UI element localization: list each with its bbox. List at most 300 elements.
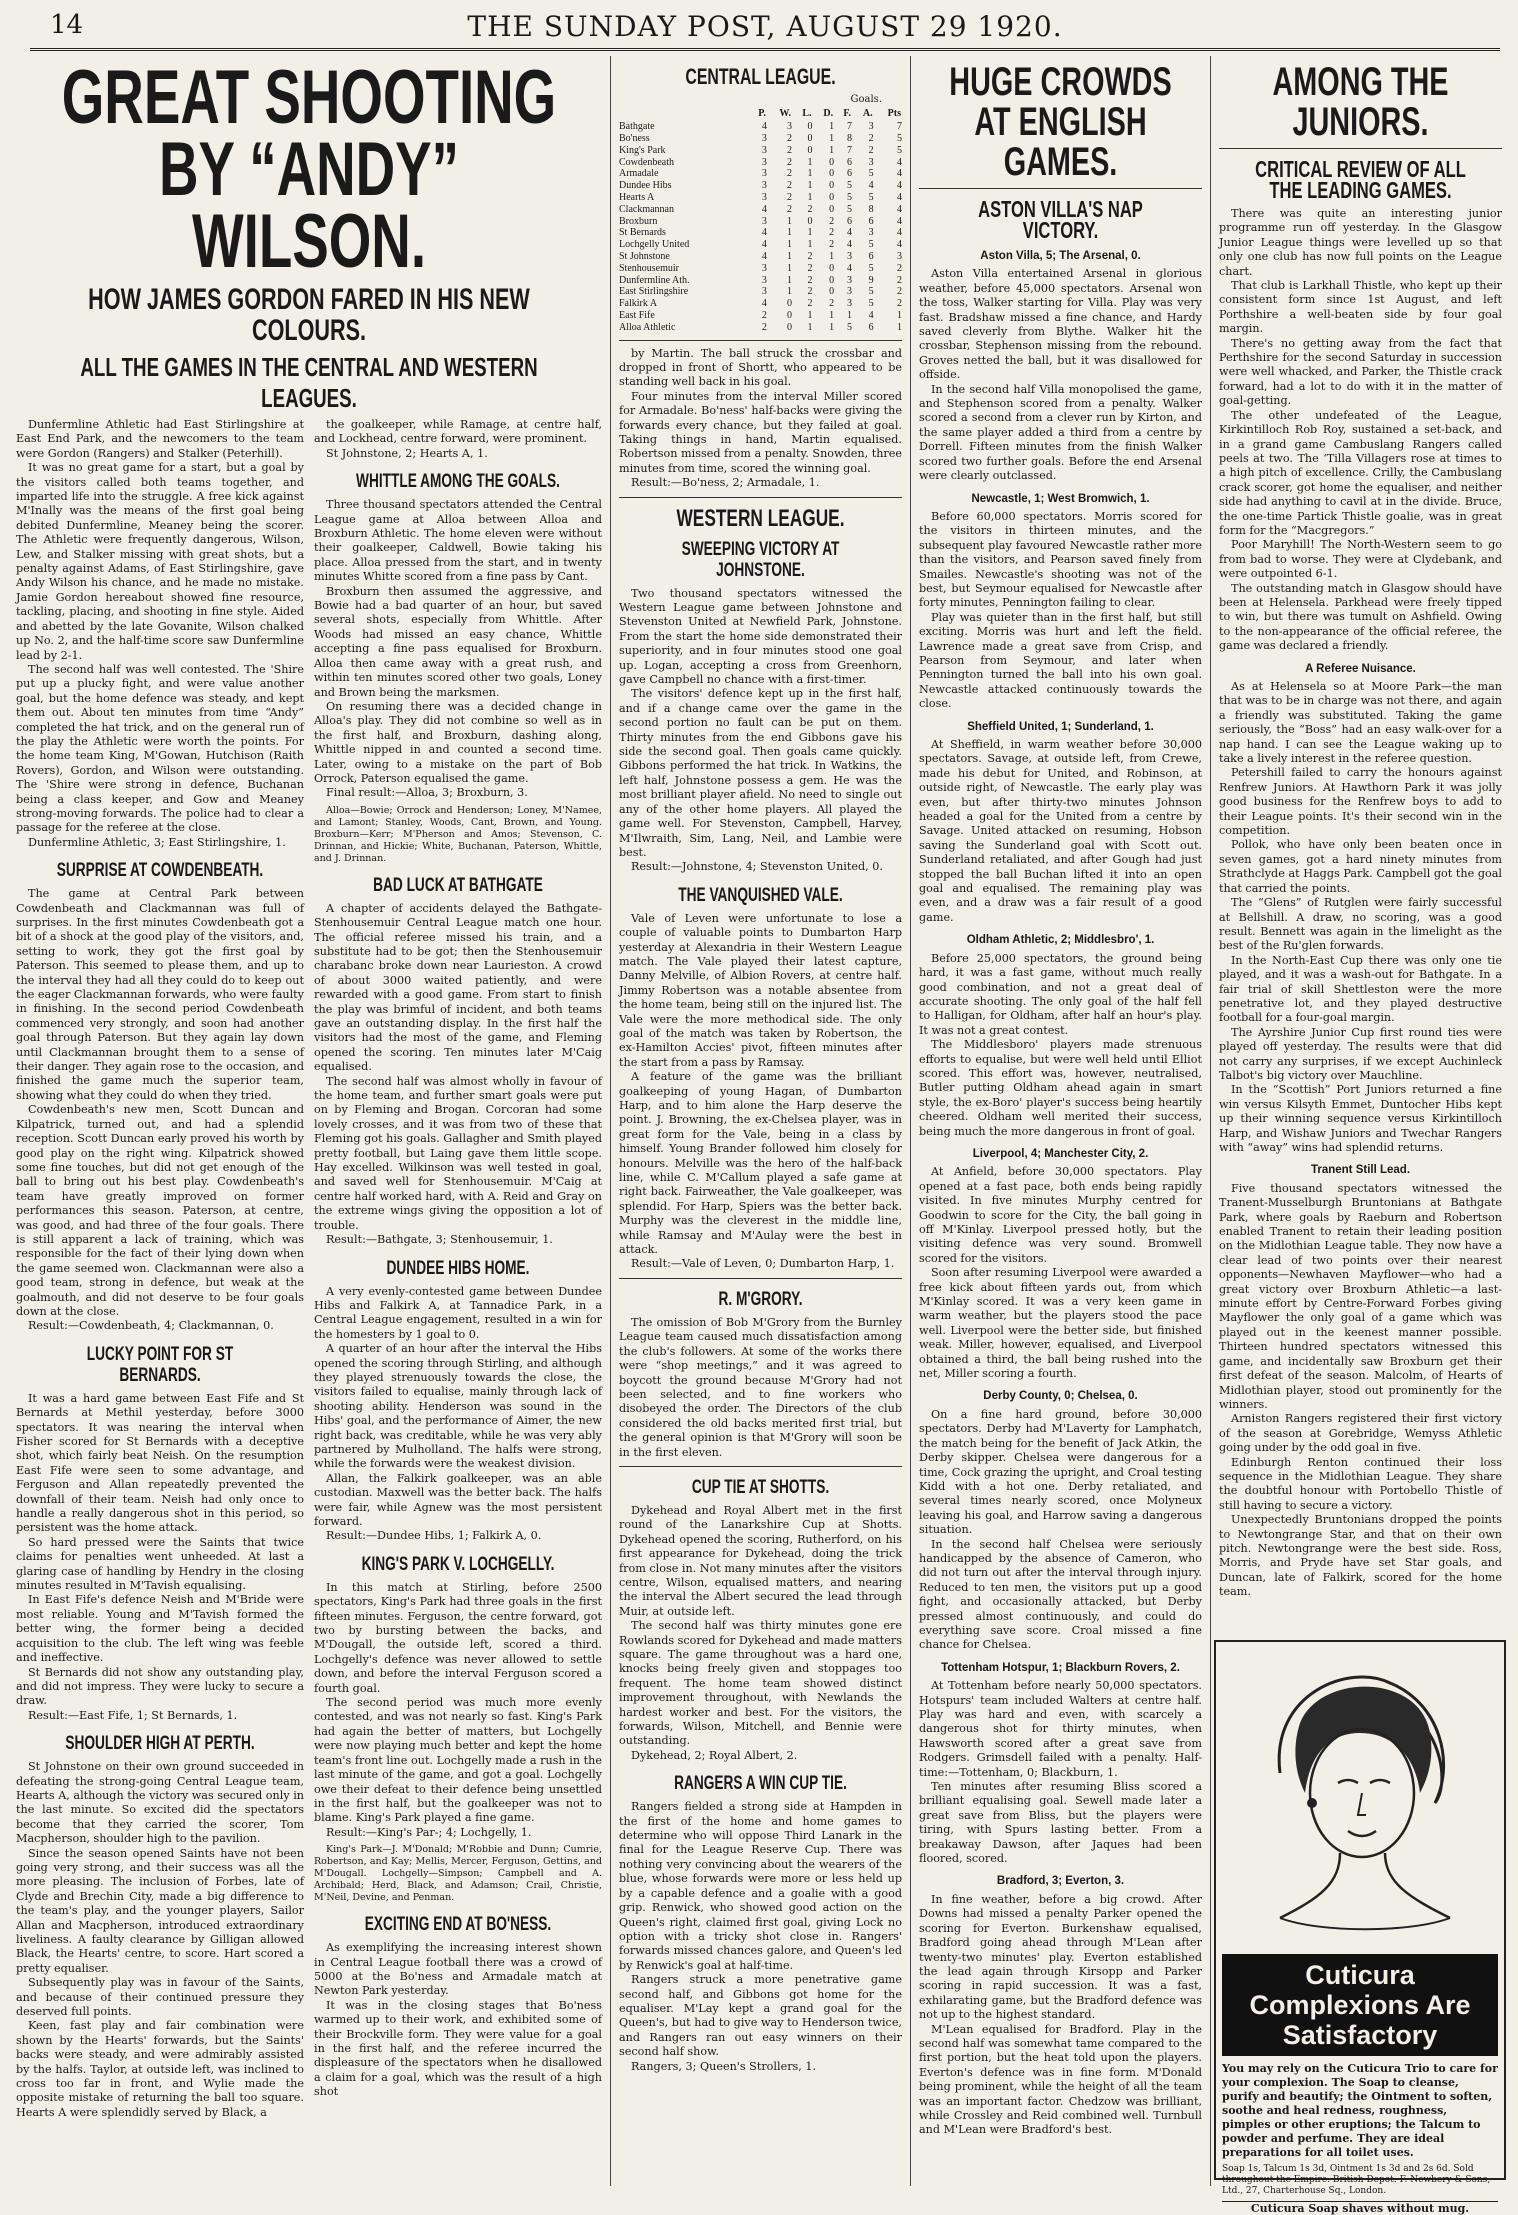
stat-cell: 3 (761, 262, 767, 274)
stat-cell: 4 (847, 239, 853, 251)
stat-cell: 2 (807, 262, 813, 274)
paragraph: Three thousand spectators attended the Central League game at Alloa between Alloa and Broxburn Athletic. The home eleven were without their goalkeeper, Caldwell, Bowie taking his place. Alloa pressed from the start, and in twenty minutes Whitte scored from a fine pass by Cant. (314, 498, 602, 584)
paragraph: A very evenly-contested game between Dundee Hibs and Falkirk A, at Tannadice Park, in a Central League engagement, resulted in a win for the homesters by 1 goal to 0. (314, 1284, 602, 1341)
stat-cell: 8 (868, 203, 874, 215)
stat-cell: 5 (847, 191, 853, 203)
stat-cell: 2 (807, 203, 813, 215)
stat-cell: 1 (786, 215, 792, 227)
stat-cell: 5 (847, 321, 853, 333)
stat-cell: 4 (761, 298, 767, 310)
stat-cell: 3 (847, 286, 853, 298)
league-table-title: CENTRAL LEAGUE. (685, 64, 836, 89)
stat-cell: 4 (897, 156, 902, 168)
stat-cell: 7 (897, 121, 902, 133)
paragraph: The Middlesboro' players made strenuous efforts to equalise, but were well held until Elliot scored. This effort was, however, neutralised, Butler putting Oldham ahead again in smart style, the ex-Boro' player's success being heartily cheered. Oldham well merited their success, being much the more dangerous in front of goal. (919, 1038, 1202, 1138)
paragraph: The second half was thirty minutes gone ere Rowlands scored for Dykehead and made matters square. The game throughout was a hard one, knocks being freely given and stoppages too frequent. The home team showed distinct improvement throughout, with Newlands the hardest worker and best. For the visitors, the forwards, Wilson, Mitchell, and Bennie were outstanding. (619, 1619, 902, 1748)
stat-cell: 5 (897, 133, 902, 144)
stat-cell: 3 (761, 144, 767, 156)
heading-referee: A Referee Nuisance. (1305, 662, 1416, 675)
match-heading: Aston Villa, 5; The Arsenal, 0. (980, 250, 1141, 262)
stat-cell: 4 (868, 309, 874, 321)
heading-bathgate: BAD LUCK AT BATHGATE (373, 874, 543, 896)
heading-perth: SHOULDER HIGH AT PERTH. (65, 1733, 255, 1755)
stat-cell: 4 (847, 227, 853, 239)
stat-cell: 1 (847, 309, 853, 321)
paragraph: Keen, fast play and fair combination were shown by the Hearts' forwards, but the Saints' backs were steady, and were admirably assisted by the halfs. Taylor, at outside left, was inclined to cross too far in front, and Wylie made the opposite mistake of returning the ball too square. Hearts A were splendidly served by Black, a (16, 2019, 304, 2119)
paragraph: St Johnstone on their own ground succeeded in defeating the strong-going Central League team, Hearts A, although the victory was secured only in the last minute. So excited did the spectators become that they carried the scorer, Tom Macpherson, shoulder high to the pavilion. (16, 1760, 304, 1846)
match-result: Result:—East Fife, 1; St Bernards, 1. (28, 1708, 238, 1722)
stat-cell: 0 (807, 215, 813, 227)
paragraph: Edinburgh Renton continued their loss sequence in the Midlothian League. They share the doubtful honour with Portobello Thistle of still having to secure a victory. (1219, 1455, 1502, 1512)
team-name-cell: Cowdenbeath (619, 156, 674, 168)
goals-label: Goals. (850, 94, 882, 105)
table-row (619, 121, 902, 133)
team-name-cell: King's Park (619, 144, 666, 156)
stat-cell: 4 (897, 227, 902, 239)
match-result: Final result:—Alloa, 3; Broxburn, 3. (326, 786, 528, 800)
stat-cell: 6 (847, 168, 853, 180)
stat-cell: 2 (786, 168, 792, 180)
stat-cell: 2 (786, 133, 792, 144)
paragraph: Arniston Rangers registered their first victory of the season at Gorebridge, Wemyss Athletic going under by the odd goal in five. (1219, 1412, 1502, 1455)
table-row (619, 310, 902, 322)
heading-dundee: DUNDEE HIBS HOME. (386, 1257, 530, 1279)
stat-cell: 1 (786, 227, 792, 239)
paragraph: The “Glens” of Rutglen were fairly successful at Bellshill. A draw, no scoring, was a good result. Bennett was again in the limelight as the best of the Ru'glen forwards. (1219, 896, 1502, 953)
table-row (619, 298, 902, 310)
stat-cell: 2 (807, 298, 813, 310)
team-name-cell: East Fife (619, 309, 655, 321)
stat-cell: 4 (847, 262, 853, 274)
table-row (619, 133, 902, 145)
stat-cell: 1 (897, 321, 902, 333)
paragraph: It was no great game for a start, but a goal by the visitors called both teams together, and imparted life into the struggle. A free kick against M'Inally was the means of the first goal being debited Dunfermline, Meaney being the scorer. The Athletic were frequently dangerous, Wilson, Lew, and Stalker missing with great shots, but a penalty against Adams, of East Stirlingshire, gave Andy Wilson his chance, and he made no mistake. Jamie Gordon hereabout showed fine resource, tackling, placing, and shooting in fine style. Aided and abetted by the late Govanite, Wilson chalked up No. 2, and the half-time score saw Dunfermline lead by 2-1. (16, 461, 304, 662)
stat-cell: 2 (786, 156, 792, 168)
stat-cell: 5 (868, 262, 874, 274)
stat-cell: 6 (868, 321, 874, 333)
stat-cell: 7 (847, 121, 853, 133)
stat-cell: 6 (868, 215, 874, 227)
stat-cell: 3 (761, 156, 767, 168)
stat-cell: 5 (897, 144, 902, 156)
table-row (619, 157, 902, 169)
stat-cell: 5 (847, 203, 853, 215)
paragraph: Subsequently play was in favour of the Saints, and because of their continued pressure they deserved full points. (16, 1976, 304, 2019)
team-name-cell: East Stirlingshire (619, 286, 689, 298)
stat-cell: 0 (786, 309, 792, 321)
match-heading: Derby County, 0; Chelsea, 0. (983, 1390, 1138, 1403)
stat-cell: 4 (761, 250, 767, 262)
table-row (619, 322, 902, 334)
paragraph: On a fine hard ground, before 30,000 spectators. Derby had M'Laverty for Lamphatch, the match being for the benefit of Jack Atkin, the Derby skipper. Chelsea were dangerous for a time, Cock grazing the upright, and Croal testing Kidd with a hot one. Derby retaliated, and several times nearly scored, once Molyneux leaving his goal, and Harrow saving a dangerous situation. (919, 1407, 1202, 1537)
team-name-cell: St Bernards (619, 227, 666, 239)
match-heading: Tottenham Hotspur, 1; Blackburn Rovers, 2. (941, 1661, 1180, 1674)
stat-cell: 1 (897, 309, 902, 321)
stat-cell: 4 (897, 215, 902, 227)
paragraph: The second period was much more evenly contested, and was not nearly so fast. King's Park had again the better of matters, but Lochgelly were now playing much better and kept the home team's front line out. Lochgelly made a rush in the last minute of the game, and got a goal. Lochgelly owe their defeat to their defence being unsettled in the first half, but the goalkeeper was not to blame. King's Park played a fine game. (314, 1696, 602, 1825)
stat-cell: 4 (868, 180, 874, 192)
table-row (619, 192, 902, 204)
stat-cell: 3 (847, 298, 853, 310)
stat-cell: 7 (847, 144, 853, 156)
table-row (619, 227, 902, 239)
stat-cell: 4 (761, 121, 767, 133)
team-name-cell: Stenhousemuir (619, 262, 679, 274)
stat-cell: 1 (807, 321, 813, 333)
stat-cell: 3 (786, 121, 792, 133)
paragraph: Dykehead and Royal Albert met in the first round of the Lanarkshire Cup at Shotts. Dykehead opened the scoring, Rutherford, on his first appearance for Dykehead, doing the trick from close in. Not many minutes after the visitors centre, Wilson, equalised matters, and nearing the interval the Albert secured the lead through Muir, at outside left. (619, 1503, 902, 1618)
paragraph: Allan, the Falkirk goalkeeper, was an able custodian. Maxwell was the better back. The halfs were fair, while Agnew was the most persistent forward. (314, 1471, 602, 1528)
paragraph: Unexpectedly Bruntonians dropped the points to Newtongrange Star, and that on their own pitch. Newtongrange were the best side. Ross, Morris, and Pryde have set Star goals, and Duncan, late of Falkirk, scored for the home team. (1219, 1513, 1502, 1599)
stat-cell: 1 (829, 250, 835, 262)
heading-shotts: CUP TIE AT SHOTTS. (691, 1476, 830, 1498)
stat-cell: 4 (897, 168, 902, 180)
stat-cell: 2 (807, 286, 813, 298)
stat-cell: 5 (868, 239, 874, 251)
page-number: 14 (50, 10, 84, 40)
match-result: Result:—Bo'ness, 2; Armadale, 1. (631, 476, 820, 490)
match-result: Result:—Bathgate, 3; Stenhousemuir, 1. (326, 1233, 553, 1247)
paragraph: Rangers struck a more penetrative game second half, and Gibbons got home for the equaliser. M'Lay kept a grand goal for the Queen's, but had to give way to Henderson twice, and Rangers ran out easy winners on their second half show. (619, 1973, 902, 2059)
stat-cell: 3 (868, 121, 874, 133)
heading-boness: EXCITING END AT BO'NESS. (364, 1914, 552, 1936)
stat-cell: 0 (829, 286, 835, 298)
main-subhead: HOW JAMES GORDON FARED IN HIS NEW COLOURS. (88, 283, 530, 347)
portrait-icon (1240, 1653, 1480, 1943)
stat-cell: 8 (847, 133, 853, 144)
match-result: Dunfermline Athletic, 3; East Stirlingshire, 1. (28, 835, 286, 849)
paragraph: It was a hard game between East Fife and St Bernards at Methil yesterday, before 3000 spectators. It was nearing the interval when Fisher scored for St Bernards with a deceptive shot, which fairly beat Neish. On the resumption East Fife were seen to some advantage, and Ferguson and Allan repeatedly prevented the downfall of their team. Neish had only once to handle a really dangerous shot in this period, so persistent was the home attack. (16, 1391, 304, 1535)
stat-cell: 3 (847, 274, 853, 286)
paragraph: A feature of the game was the brilliant goalkeeping of young Hagan, of Dumbarton Harp, and to him alone the Harp deserve the point. J. Browning, the ex-Chelsea player, was in great form for the Vale, being in a class by himself. Young Brander followed him closely for honours. Melville was the hero of the half-back line, while C. M'Callum played a safe game at right back. Fairweather, the Vale goalkeeper, was splendid. For Harp, Spiers was the better back. Murphy was the cleverest in the middle line, while Ramsay and M'Aulay were the best in attack. (619, 1070, 902, 1257)
table-header-cell (619, 107, 749, 121)
table-row (619, 263, 902, 275)
stat-cell: 6 (847, 215, 853, 227)
paragraph: Since the season opened Saints have not been going very strong, and their success was all the more pleasing. The inclusion of Forbes, late of Clyde and Brechin City, made a big difference to the team's play, and the younger players, Sailor Allan and Macpherson, introduced extraordinary liveliness. A faulty clearance by Gilligan allowed Black, the Hearts' centre, to score. Hart scored a pretty equaliser. (16, 1846, 304, 1975)
stat-cell: 1 (786, 239, 792, 251)
table-row (619, 145, 902, 157)
match-result: St Johnstone, 2; Hearts A, 1. (326, 446, 488, 460)
heading-vale: THE VANQUISHED VALE. (678, 884, 843, 906)
paragraph: That club is Larkhall Thistle, who kept up their consistent form since 1st August, and left Porthshire a well-beaten side by four goal margin. (1219, 279, 1502, 336)
stat-cell: 1 (807, 309, 813, 321)
english-headline: HUGE CROWDS AT ENGLISH GAMES. (949, 60, 1172, 184)
paragraph: A chapter of accidents delayed the Bathgate-Stenhousemuir Central League match one hour. The official referee missed his train, and a substitute had to be got; then the Stenhousemuir charabanc broke down near Laurieston. A crowd of about 3000 waited patiently, and were rewarded with a good game. From start to finish the play was brimful of incident, and both teams gave an outstanding display. In the first half the visitors had the most of the game, and Fleming opened the scoring. Ten minutes later M'Caig equalised. (314, 901, 602, 1074)
article-columns (16, 418, 602, 2120)
paragraph: Petershill failed to carry the honours against Renfrew Juniors. At Hawthorn Park it was jolly good business for the Renfrew boys to add to their League points. It's their second win in the competition. (1219, 766, 1502, 838)
stat-cell: 1 (829, 321, 835, 333)
stat-cell: 1 (829, 133, 835, 144)
stat-cell: 1 (807, 168, 813, 180)
league-table (619, 107, 902, 333)
stat-cell: 2 (897, 262, 902, 274)
paragraph: Play was quieter than in the first half, but still exciting. Morris was hurt and left the field. Lawrence made a great save from Crisp, and Pearson from Seymour, and later when Pennington turned the ball into his own goal. Newcastle attacked continuously towards the close. (919, 610, 1202, 711)
stat-cell: 0 (829, 180, 835, 192)
heading-kings-park: KING'S PARK V. LOCHGELLY. (361, 1553, 555, 1575)
league-table-header (619, 107, 902, 121)
match-result: Rangers, 3; Queen's Strollers, 1. (631, 2059, 817, 2073)
match-result: Result:—Johnstone, 4; Stevenston United, 0. (631, 860, 883, 874)
paragraph: the goalkeeper, while Ramage, at centre half, and Lockhead, centre forward, were prominent. (314, 418, 602, 446)
team-name-cell: Hearts A (619, 191, 655, 203)
match-heading: Oldham Athletic, 2; Middlesbro', 1. (966, 934, 1155, 947)
stat-cell: 5 (868, 286, 874, 298)
stat-cell: 2 (807, 250, 813, 262)
stat-cell: 0 (829, 203, 835, 215)
paragraph: A quarter of an hour after the interval the Hibs opened the scoring through Stirling, and although they played strenuously towards the close, the visitors failed to equalise, mainly through lack of shooting ability. Henderson was sound in the Hibs' goal, and the performance of Aimer, the new right back, was creditable, while he was very ably partnered by Mulholland. The halfs were strong, while the forwards were the weakest division. (314, 1342, 602, 1471)
paragraph: Two thousand spectators witnessed the Western League game between Johnstone and Stevenston United at Newfield Park, Johnstone. From the start the home side demonstrated their superiority, and in four minutes stood one goal up. Logan, accepting a cross from Greenhorn, gave Campbell no chance with a first-timer. (619, 586, 902, 687)
paragraph: At Sheffield, in warm weather before 30,000 spectators. Savage, at outside left, from Crewe, made his debut for United, and Robinson, at outside right, of Newcastle. The early play was even, but after thirty-two minutes Johnson headed a goal for the United from a centre by Savage. United attacked on resuming, Hobson saving the Sunderland goal with Scott out. Sunderland retaliated, and after Gough had just stopped the ball Buchan lifted it into an open goal and equalised. The remaining play was even, and a draw was a fair result of a good game. (919, 738, 1202, 924)
table-header-cell: W. (779, 108, 791, 120)
table-header-cell: P. (758, 108, 766, 120)
match-heading: Bradford, 3; Everton, 3. (996, 1875, 1125, 1888)
stat-cell: 2 (829, 227, 835, 239)
match-result: Result:—Cowdenbeath, 4; Clackmannan, 0. (28, 1319, 274, 1333)
table-row (619, 275, 902, 287)
paragraph: The second half was almost wholly in favour of the home team, and further smart goals were put on by Fleming and Brogan. Corcoran had some lovely crosses, and it was from two of these that Fleming got his goals. Gallagher and Smith played pretty football, but Laing gave them little scope. Hay excelled. Wilkinson was well tested in goal, and saved well for Stenhousemuir. M'Caig at centre half worked hard, with A. Reid and Gray on the extreme wings giving the opposition a lot of trouble. (314, 1074, 602, 1232)
table-row (619, 180, 902, 192)
paragraph: Aston Villa entertained Arsenal in glorious weather, before 45,000 spectators. Arsenal won the toss, Walker starting for Villa. Play was very fast. Bradshaw missed a fine chance, and Hardy saved cleverly from Blythe. Walker hit the crossbar, Stephenson missing from the rebound. Groves netted the ball, but it was disallowed for offside. (919, 267, 1202, 382)
stat-cell: 3 (847, 250, 853, 262)
paragraph: As at Helensela so at Moore Park—the man that was to be in charge was not there, and again a friendly was substituted. Taking the game seriously, the “Boss” had an easy walk-over for a nap hand. I can see the League waking up to take a lively interest in the referee question. (1219, 680, 1502, 766)
paragraph: Pollok, who have only been beaten once in seven games, got a hard ninety minutes from Strathclyde at Haggs Park. Campbell got the goal that carried the points. (1219, 838, 1502, 895)
table-header-cell: Pts (887, 108, 901, 120)
league-table-body (619, 121, 902, 333)
paragraph: In East Fife's defence Neish and M'Bride were most reliable. Young and M'Tavish formed the better wing, the former being a decided acquisition to the club. The left wing was feeble and ineffective. (16, 1593, 304, 1665)
stat-cell: 2 (868, 144, 874, 156)
paragraph: The omission of Bob M'Grory from the Burnley League team caused much dissatisfaction among the club's followers. At some of the works there were “shop meetings,” and it was agreed to boycott the ground because M'Grory had not been selected, and to fine workers who disobeyed the order. The Directors of the club considered the old backs merited first trial, but the general opinion is that M'Grory will soon be in the first eleven. (619, 1315, 902, 1459)
stat-cell: 1 (829, 309, 835, 321)
team-name-cell: Broxburn (619, 215, 658, 227)
stat-cell: 4 (761, 203, 767, 215)
stat-cell: 3 (761, 180, 767, 192)
paragraph: The visitors' defence kept up in the first half, and if a change came over the game in the second portion no fault can be put on them. Thirty minutes from the end Gibbons gave his side the second goal. Then goals came quickly. Gibbons performed the hat trick. In Watkins, the left half, Johnstone possess a gem. He was the most brilliant player afield. No need to single out any of the other home players. All played the game well. For Stevenston, Campbell, Harvey, M'Ilwraith, Sim, Lang, Neil, and Lambie were best. (619, 687, 902, 859)
stat-cell: 1 (807, 191, 813, 203)
heading-johnstone: SWEEPING VICTORY AT JOHNSTONE. (681, 538, 840, 581)
heading-mcgrory: R. M'GRORY. (718, 1288, 803, 1310)
stat-cell: 4 (897, 239, 902, 251)
stat-cell: 0 (829, 191, 835, 203)
paragraph: In the North-East Cup there was only one tie played, and it was a wash-out for Bathgate. In a fair trial of skill Shettleston were the more penetrative lot, and they played destructive football for a four-goal margin. (1219, 953, 1502, 1025)
table-header-cell: A. (862, 108, 873, 120)
paragraph: Ten minutes after resuming Bliss scored a brilliant equalising goal. Sewell made later a great save from Bliss, but the players were tiring, with Spurs lasting better. From a breakaway Dawson, after Jaques had been floored, scored. (919, 1780, 1202, 1866)
stat-cell: 4 (761, 227, 767, 239)
stat-cell: 3 (868, 227, 874, 239)
paragraph: Rangers fielded a strong side at Hampden in the first of the home and home games to determine who will oppose Third Lanark in the final for the League Reserve Cup. There was nothing very convincing about the wearers of the blue, whose forwards were more or less held up by a capable defence and a goalie with a good grip. Renwick, who showed good action on the Queen's right, claimed first goal, giving Lock no option with a tricky shot close in. Rangers' forwards missed chances galore, and Queen's led by Renwick's goal at half-time. (619, 1800, 902, 1972)
paragraph: Broxburn then assumed the aggressive, and Bowie had a bad quarter of an hour, but saved several shots, especially from Whittle. After Woods had missed an easy chance, Whittle accepting a fine pass equalised for Broxburn. Alloa then came away with a great rush, and within ten minutes scored other two goals, Loney and Brown being the marksmen. (314, 584, 602, 699)
team-name-cell: Bathgate (619, 121, 655, 133)
stat-cell: 2 (761, 309, 767, 321)
stat-cell: 2 (829, 215, 835, 227)
paragraph: In the second half Villa monopolised the game, and Stephenson scored from a penalty. Walker scored a second from a clever run by Kirton, and the same player added a third from a centre by Dorrell. Fifteen minutes from the finish Walker scored two further goals. Before the end Arsenal were clearly outclassed. (919, 382, 1202, 483)
advert-footer: Cuticura Soap shaves without mug. (1222, 2201, 1498, 2215)
paragraph: M'Lean equalised for Bradford. Play in the second half was somewhat tame compared to the first portion, but the heat told upon the players. Everton's defence was in fine form. M'Donald being prominent, while the height of all the team was an important factor. Chedzow was brilliant, while Crossley and Reid combined well. Turnbull and M'Lean were Bradford's best. (919, 2022, 1202, 2137)
match-heading: Liverpool, 4; Manchester City, 2. (972, 1147, 1149, 1160)
stat-cell: 1 (807, 239, 813, 251)
paragraph: The second half was well contested. The 'Shire put up a plucky fight, and were value another goal, but the home defence was steady, and kept them out. About ten minutes from time “Andy” completed the hat trick, and on the general run of the play the Athletic were worth the points. For the home team King, M'Gowan, Hutchison (Raith Rovers), Gordon, and Wilson were outstanding. The 'Shire were strong in defence, Buchanan being a class keeper, and Gow and Meaney strong-moving forwards. The police had to clear a passage for the referee at the close. (16, 662, 304, 835)
paragraph: At Anfield, before 30,000 spectators. Play opened at a fast pace, both ends being rapidly visited. In five minutes Murphy centred for Goodwin to score for the City, the ball going in off M'Kinlay. Liverpool pressed hotly, but the visiting defence was very sound. Bromwell scored for the visitors. (919, 1165, 1202, 1265)
paragraph: Dunfermline Athletic had East Stirlingshire at East End Park, and the newcomers to the team were Gordon (Rangers) and Stalker (Peterhill). (16, 418, 304, 460)
stat-cell: 4 (761, 239, 767, 251)
stat-cell: 3 (761, 133, 767, 144)
stat-cell: 0 (786, 298, 792, 310)
stat-cell: 2 (868, 133, 874, 144)
section-headline: ALL THE GAMES IN THE CENTRAL AND WESTERN LEAGUES. (80, 352, 538, 413)
stat-cell: 1 (829, 144, 835, 156)
match-heading: Newcastle, 1; West Bromwich, 1. (971, 492, 1150, 505)
table-row (619, 168, 902, 180)
team-name-cell: Clackmannan (619, 203, 674, 215)
stat-cell: 1 (786, 262, 792, 274)
article-col-right (314, 418, 602, 2120)
team-name-cell: St Johnstone (619, 250, 670, 262)
stat-cell: 0 (807, 144, 813, 156)
stat-cell: 9 (868, 274, 874, 286)
stat-cell: 1 (786, 286, 792, 298)
team-name-cell: Dunfermline Ath. (619, 274, 690, 286)
paragraph: The other undefeated of the League, Kirkintilloch Rob Roy, sustained a set-back, and in a grand game Cambuslang Rangers called peels at two. The ‘Tilla Villagers rose at times to a high pitch of excellence. Crilly, the Cambuslang crack scorer, got home the equaliser, and neither side had anything to cavil at in the divide. Bruce, the one-time Partick Thistle goalie, was in great form for the “Macgregors.” (1219, 408, 1502, 537)
paragraph: Four minutes from the interval Miller scored for Armadale. Bo'ness' half-backs were giving the forwards every chance, but they failed at goal. Taking things in hand, Martin equalised. Robertson missed from a penalty. Snowden, three minutes from time, scored the winning goal. (619, 389, 902, 475)
table-header-cell: D. (823, 108, 834, 120)
column-2 (610, 56, 910, 2186)
table-header-cell: L. (802, 108, 812, 120)
paragraph: In the “Scottish” Port Juniors returned a fine win versus Kilsyth Emmet, Duntocher Hibs kept up their winning sequence versus Kirkintilloch Harp, and Wishaw Juniors and Twechar Rangers with “away” wins had splendid returns. (1219, 1083, 1502, 1154)
stat-cell: 5 (847, 180, 853, 192)
stat-cell: 0 (807, 121, 813, 133)
table-row (619, 251, 902, 263)
stat-cell: 1 (807, 227, 813, 239)
stat-cell: 2 (786, 180, 792, 192)
stat-cell: 2 (897, 274, 902, 286)
stat-cell: 2 (829, 298, 835, 310)
team-name-cell: Lochgelly United (619, 239, 690, 251)
masthead (30, 8, 1500, 51)
match-result: Dykehead, 2; Royal Albert, 2. (631, 1748, 798, 1762)
paragraph: In the second half Chelsea were seriously handicapped by the absence of Cameron, who did not turn out after the interval through injury. Reduced to ten men, the visitors put up a good fight, and occasionally attacked, but Derby pressed almost continuously, and could do everything save score. Croal missed a fine chance for Chelsea. (919, 1537, 1202, 1652)
match-result: Result:—Vale of Leven, 0; Dumbarton Harp, 1. (631, 1257, 895, 1271)
team-name-cell: Falkirk A (619, 298, 658, 310)
paragraph: In fine weather, before a big crowd. After Downs had missed a penalty Parker opened the scoring for Everton. Burkenshaw equalised, Bradford going ahead through M'Lean after twenty-two minutes' play. Everton established the lead again through Kirsopp and Parker scoring in rapid succession. It was a fast, exhilarating game, but the Bradford defence was not up to the highest standard. (919, 1892, 1202, 2022)
paragraph: Poor Maryhill! The North-Western seem to go from bad to worse. They were at Clydebank, and were outpointed 6-1. (1219, 538, 1502, 581)
paragraph: In this match at Stirling, before 2500 spectators, King's Park had three goals in the first fifteen minutes. Ferguson, the centre forward, got two by bursting between the backs, and M'Dougall, the outside left, scored a third. Lochgelly's defence was never allowed to settle down, and before the interval Ferguson scored a fourth goal. (314, 1580, 602, 1695)
paragraph: There was quite an interesting junior programme run off yesterday. In the Glasgow Junior League things were levelled up so that only one club has now full points on the League chart. (1219, 207, 1502, 278)
paragraph: Five thousand spectators witnessed the Tranent-Musselburgh Bruntonians at Bathgate Park, where goals by Raeburn and Robertson enabled Tranent to retain their leading position on the Midlothian League table. They now have a clear lead of two points over their nearest opponents—Newhaven Mayflower—who had a great victory over Broxburn Athletic—a last-minute effort by Centre-Forward Forbes giving Mayflower the only goal of a game which was played out in the keenest manner possible. Thirteen hundred spectators witnessed this game, and incidentally saw Broxburn get their first defeat of the season. Malcolm, of Hearts of Midlothian player, stood out prominently for the winners. (1219, 1181, 1502, 1411)
paragraph: Cowdenbeath's new men, Scott Duncan and Kilpatrick, turned out, and had a splendid reception. Scott Duncan early proved his worth by good play on the right wing. Kilpatrick showed some fine touches, but did not get enough of the ball to bring out his best play. Cowdenbeath's team have greatly improved on former performances this season. Paterson, at centre, was good, and had three of the four goals. There is still apparent a lack of training, which was responsible for the fact of their lying down when the game seemed won. Clackmannan were also a good team, strong in defence, but weak at the goalmouth, and did not deserve to be four goals down at the close. (16, 1103, 304, 1318)
stat-cell: 2 (807, 274, 813, 286)
stat-cell: 2 (786, 144, 792, 156)
heading-rangers: RANGERS A WIN CUP TIE. (674, 1773, 847, 1795)
cuticura-advert (1214, 1640, 1506, 2215)
paragraph: Before 60,000 spectators. Morris scored for the visitors in thirteen minutes, and the subsequent play favoured Newcastle rather more than the visitors, and Pearson saved finely from Smailes. Newcastle's shooting was not of the best, but Seymour equalised for Newcastle after forty minutes, Pennington failing to clear. (919, 509, 1202, 610)
table-row (619, 239, 902, 251)
english-subhead: ASTON VILLA'S NAP VICTORY. (978, 196, 1143, 243)
stat-cell: 3 (761, 286, 767, 298)
paragraph: Soon after resuming Liverpool were awarded a free kick about fifteen yards out, from which M'Kinlay scored. It was a very keen game in warm weather, but the players stood the pace well. Liverpool were the better side, but finished weak. Miller, however, equalised, and Liverpool obtained a third, the ball being rushed into the net, Miller scoring a fourth. (919, 1266, 1202, 1381)
heading-whittle: WHITTLE AMONG THE GOALS. (356, 471, 560, 493)
stat-cell: 3 (868, 156, 874, 168)
heading-western-league: WESTERN LEAGUE. (676, 504, 845, 532)
stat-cell: 2 (897, 286, 902, 298)
advert-title: Cuticura Complexions Are Satisfactory (1222, 1954, 1498, 2056)
stat-cell: 2 (786, 203, 792, 215)
paragraph: Vale of Leven were unfortunate to lose a couple of valuable points to Dumbarton Harp yesterday at Alexandria in their Western League match. The Vale played their latest capture, Danny Melville, of Albion Rovers, at centre half. Jimmy Robertson was a notable absentee from the home team, being still on the injured list. The Vale were the more methodical side. The only goal of the match was taken by Robertson, the ex-Hamilton Accies' pivot, fifteen minutes after the start from a pass by Ramsay. (619, 911, 902, 1069)
english-matches (919, 249, 1202, 2138)
paragraph: So hard pressed were the Saints that twice claims for penalties went unheeded. At last a glaring case of handling by Hendry in the closing minutes resulted in M'Tavish equalising. (16, 1535, 304, 1593)
advert-body: You may rely on the Cuticura Trio to care for your complexion. The Soap to cleanse, purify and beautify; the Ointment to soften, soothe and heal redness, roughness, pimples or other eruptions; the Talcum to powder and perfume. They are ideal preparations for all toilet uses. (1222, 2062, 1498, 2159)
stat-cell: 2 (786, 191, 792, 203)
paragraph: It was in the closing stages that Bo'ness warmed up to their work, and exhibited some of their Brockville form. They were value for a goal in the first half, and the referee incurred the displeasure of the spectators when he disallowed a claim for a goal, which was the result of a high shot (314, 1998, 602, 2099)
juniors-subhead: CRITICAL REVIEW OF ALL THE LEADING GAMES. (1255, 156, 1466, 203)
stat-cell: 1 (829, 121, 835, 133)
heading-st-bernards: LUCKY POINT FOR ST BERNARDS. (86, 1343, 234, 1386)
stat-cell: 4 (897, 203, 902, 215)
stat-cell: 1 (786, 274, 792, 286)
stat-cell: 5 (868, 168, 874, 180)
paragraph: The Ayrshire Junior Cup first round ties were played off yesterday. The results were that did not carry any surprises, if we except Auchinleck Talbot's big victory over Mauchline. (1219, 1025, 1502, 1082)
stat-cell: 3 (897, 250, 902, 262)
table-row (619, 286, 902, 298)
team-lineups: Alloa—Bowie; Orrock and Henderson; Loney, M'Namee, and Lamont; Stanley, Woods, Cant, Brown, and Young. Broxburn—Kerr; M'Pherson and Amos; Stevenson, C. Drinnan, and Hickie; White, Buchanan, Paterson, Whittle, and J. Drinnan. (314, 804, 602, 864)
stat-cell: 6 (868, 250, 874, 262)
table-row (619, 216, 902, 228)
paragraph: The game at Central Park between Cowdenbeath and Clackmannan was full of surprises. In the first minutes Cowdenbeath got a bit of a shock at the good play of the visitors, and, setting to work, they got the first goal by Paterson. This seemed to please them, and up to the interval they had all they could do to keep out the eager Clackmannan forwards, who were faulty in finishing. In the second period Cowdenbeath commenced very strongly, and soon had another goal through Paterson. But they again lay down until Clackmannan brought them to a sense of their danger. They again rose to the occasion, and finished the game much the superior team, showing what they could do when they tried. (16, 887, 304, 1102)
stat-cell: 0 (807, 133, 813, 144)
match-heading: Sheffield United, 1; Sunderland, 1. (967, 720, 1154, 733)
advert-prices: Soap 1s, Talcum 1s 3d, Ointment 1s 3d and 2s 6d. Sold throughout the Empire. British Depot: F. Newbery & Sons, Ltd., 27, Charterhouse Sq., London. (1222, 2164, 1491, 2196)
match-result: Result:—King's Par-; 4; Lochgelly, 1. (326, 1825, 532, 1839)
paragraph: There's no getting away from the fact that Perthshire for the second Saturday in succession were well whacked, and Parker, the Thistle crack forward, had a lot to do with it in the matter of goal-getting. (1219, 336, 1502, 408)
article-col-left (16, 418, 304, 2120)
stat-cell: 6 (847, 156, 853, 168)
stat-cell: 3 (761, 215, 767, 227)
stat-cell: 1 (786, 250, 792, 262)
stat-cell: 4 (897, 180, 902, 192)
team-lineups: King's Park—J. M'Donald; M'Robbie and Dunn; Cumrie, Robertson, and Kay; Mellis, Mercer, Ferguson, Gettins, and M'Dougall. Lochgelly—Simpson; Campbell and A. Archibald; Herd, Black, and Adamson; Crail, Christie, M'Neil, Devine, and Penman. (314, 1844, 602, 1904)
heading-cowdenbeath: SURPRISE AT COWDENBEATH. (56, 860, 264, 882)
paragraph: St Bernards did not show any outstanding play, and did not impress. They were lucky to secure a draw. (16, 1665, 304, 1708)
stat-cell: 3 (761, 274, 767, 286)
column-1 (8, 56, 610, 2186)
paragraph: At Tottenham before nearly 50,000 spectators. Hotspurs' team included Walters at centre half. Play was hard and even, with scarcely a dangerous shot for thirty minutes, when Hawsworth scored after a great save from Rodgers. Grimsdell failed with a penalty. Half-time:—Tottenham, 0; Blackburn, 1. (919, 1679, 1202, 1779)
stat-cell: 0 (786, 321, 792, 333)
stat-cell: 2 (897, 298, 902, 310)
paragraph: On resuming there was a decided change in Alloa's play. They did not combine so well as in the first half, and Broxburn, dashing along, Whittle nipped in and counted a second time. Later, owing to a mistake on the part of Bob Orrock, Paterson equalised the game. (314, 699, 602, 785)
stat-cell: 3 (761, 168, 767, 180)
stat-cell: 2 (761, 321, 767, 333)
stat-cell: 4 (897, 191, 902, 203)
paragraph: by Martin. The ball struck the crossbar and dropped in front of Shortt, who appeared to be standing well back in his goal. (619, 346, 902, 389)
stat-cell: 1 (807, 180, 813, 192)
paragraph: As exemplifying the increasing interest shown in Central League football there was a crowd of 5000 at the Bo'ness and Armadale match at Newton Park yesterday. (314, 1941, 602, 1998)
stat-cell: 3 (761, 191, 767, 203)
paragraph: The outstanding match in Glasgow should have been at Helensela. Parkhead were freely tipped to win, but there was tumult on Ashfield. Owing to the non-appearance of the official referee, the game was declared a friendly. (1219, 581, 1502, 653)
stat-cell: 5 (868, 191, 874, 203)
paragraph: Before 25,000 spectators, the ground being hard, it was a fast game, without much really good combination, and not a great deal of accurate shooting. The only goal of the half fell to Halligan, for Oldham, after half an hour's play. It was not a great contest. (919, 951, 1202, 1037)
stat-cell: 0 (829, 262, 835, 274)
table-row (619, 204, 902, 216)
stat-cell: 5 (868, 298, 874, 310)
team-name-cell: Armadale (619, 168, 659, 180)
main-headline: GREAT SHOOTING BY “ANDY” WILSON. (61, 56, 557, 284)
column-3 (910, 56, 1210, 2186)
stat-cell: 2 (829, 239, 835, 251)
stat-cell: 1 (807, 156, 813, 168)
match-result: Result:—Dundee Hibs, 1; Falkirk A, 0. (326, 1529, 542, 1543)
heading-tranent: Tranent Still Lead. (1310, 1164, 1411, 1177)
juniors-headline: AMONG THE JUNIORS. (1272, 60, 1449, 144)
team-name-cell: Dundee Hibs (619, 180, 672, 192)
stat-cell: 0 (829, 274, 835, 286)
